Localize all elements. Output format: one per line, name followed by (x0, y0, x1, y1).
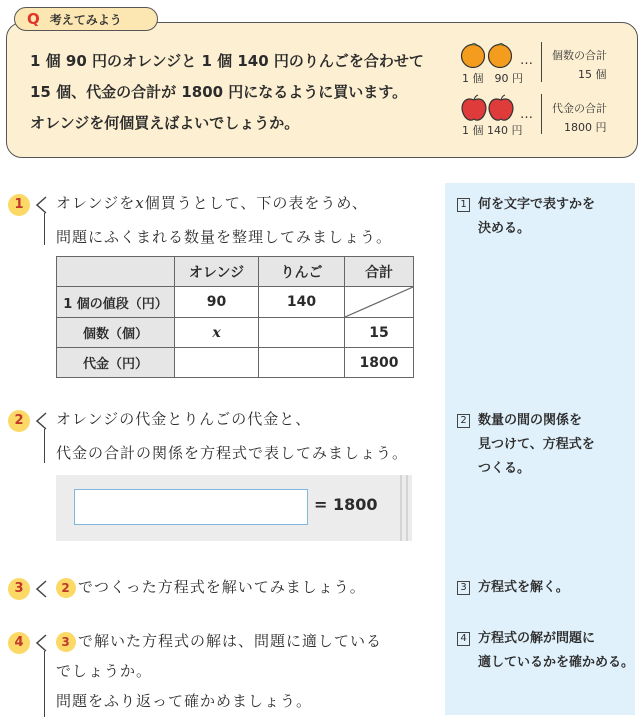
quantity-table (56, 256, 414, 378)
table-row (57, 287, 414, 318)
angle-mark (34, 633, 48, 653)
apple-illustration (460, 94, 534, 122)
step-ref-2: 2 (56, 578, 76, 598)
brace (541, 94, 549, 134)
step-4-line: でしょうか。 (56, 662, 153, 680)
guide-step-3: 3 方程式を解く。 (457, 576, 569, 600)
question-tag-text: 考えてみよう (49, 12, 122, 27)
dots: … (520, 107, 534, 122)
table-header-cell: りんご (259, 257, 345, 287)
orange-icon (460, 42, 518, 68)
price-total-value: 1800 円 (564, 121, 607, 134)
table-cell: 90 (175, 287, 259, 318)
step-ref-3: 3 (56, 632, 76, 652)
table-cell: 140 (259, 287, 345, 318)
guide-column (445, 183, 635, 715)
guide-step-1: 1 何を文字で表すかを 決める。 (457, 193, 595, 241)
table-row-header: 個数（個） (57, 318, 175, 348)
apple-icon (460, 94, 518, 122)
table-row-header: 1 個の値段（円） (57, 287, 175, 318)
table-row-header: 代金（円） (57, 348, 175, 378)
apple-price-label: 1 個 140 円 (462, 124, 523, 137)
brace (541, 42, 549, 82)
diagonal-line (345, 287, 413, 317)
table-header-row (57, 257, 414, 287)
table-header-cell: 合計 (345, 257, 414, 287)
orange-price-label: 1 個 90 円 (462, 72, 523, 85)
step-rule (44, 429, 45, 463)
step-number-2: 2 (8, 410, 30, 432)
equation-right-side: = 1800 (314, 495, 378, 514)
question-tag-letter: Q (27, 10, 40, 28)
question-tag (14, 7, 158, 31)
angle-mark (34, 195, 48, 215)
step-1-line: 問題にふくまれる数量を整理してみましょう。 (56, 228, 393, 246)
orange-illustration (460, 42, 534, 68)
count-total-value: 15 個 (578, 68, 607, 81)
question-line: 15 個、代金の合計が 1800 円になるように買います。 (30, 83, 408, 101)
price-total-title: 代金の合計 (552, 102, 607, 115)
step-rule (44, 213, 45, 245)
table-row (57, 348, 414, 378)
table-cell[interactable]: x (175, 318, 259, 348)
guide-step-4: 4 方程式の解が問題に 適しているかを確かめる。 (457, 627, 634, 675)
table-header-cell (57, 257, 175, 287)
step-number-1: 1 (8, 194, 30, 216)
panel-edge (406, 475, 408, 541)
table-header-cell: オレンジ (175, 257, 259, 287)
table-cell[interactable] (259, 318, 345, 348)
question-text (30, 46, 450, 139)
count-total-title: 個数の合計 (552, 49, 607, 62)
step-number-4: 4 (8, 632, 30, 654)
step-rule (44, 651, 45, 717)
angle-mark (34, 579, 48, 599)
step-3-line: 2 でつくった方程式を解いてみましょう。 (54, 572, 366, 603)
equation-input[interactable] (74, 489, 308, 525)
angle-mark (34, 411, 48, 431)
question-line: 1 個 90 円のオレンジと 1 個 140 円のりんごを合わせて (30, 52, 424, 70)
step-1-line: オレンジをx個買うとして、下の表をうめ、 (56, 194, 368, 212)
step-4-line: 3 で解いた方程式の解は、問題に適している (54, 626, 382, 657)
question-line: オレンジを何個買えばよいでしょうか。 (30, 114, 300, 132)
diagonal-cell (345, 287, 414, 318)
equation-panel (56, 475, 412, 541)
panel-edge (400, 475, 402, 541)
step-2-line: 代金の合計の関係を方程式で表してみましょう。 (56, 444, 409, 462)
dots: … (520, 53, 534, 68)
guide-step-2: 2 数量の間の関係を 見つけて、方程式を つくる。 (457, 409, 595, 481)
variable-x: x (135, 194, 145, 212)
step-2-line: オレンジの代金とりんごの代金と、 (56, 410, 312, 428)
table-cell: 1800 (345, 348, 414, 378)
table-cell[interactable] (175, 348, 259, 378)
step-4-line: 問題をふり返って確かめましょう。 (56, 692, 313, 710)
table-row (57, 318, 414, 348)
table-cell: 15 (345, 318, 414, 348)
table-cell[interactable] (259, 348, 345, 378)
step-number-3: 3 (8, 578, 30, 600)
